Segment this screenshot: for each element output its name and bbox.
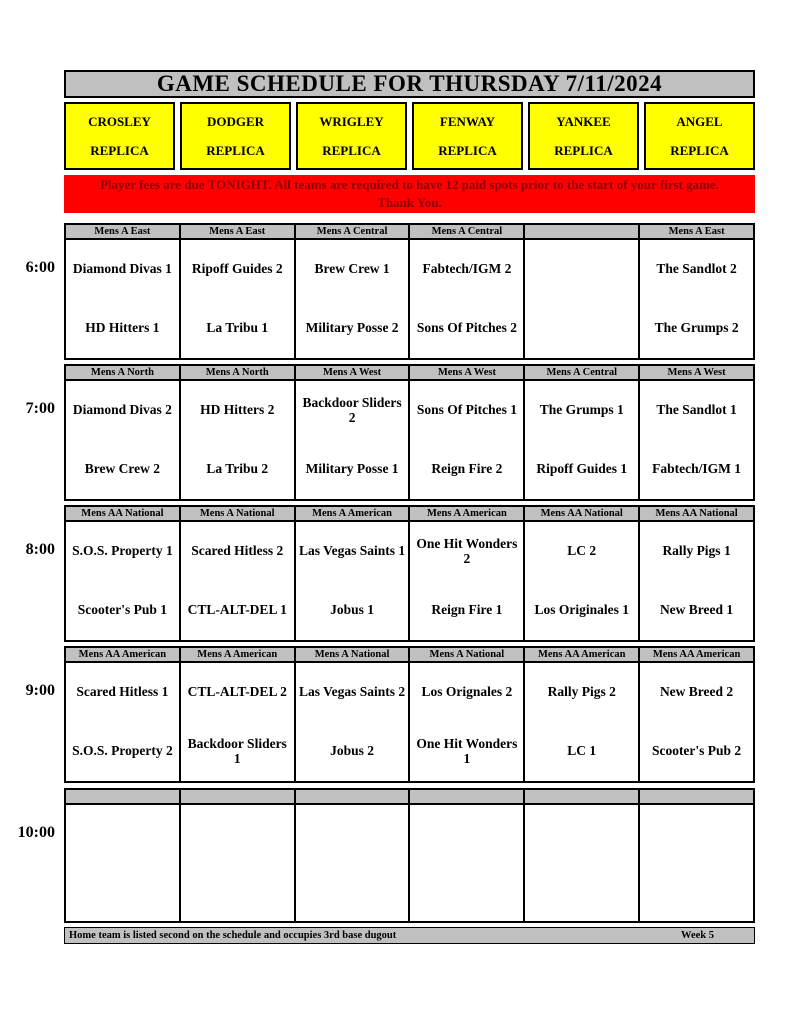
division-label: Mens A Central	[524, 365, 639, 380]
game-cell	[639, 521, 754, 641]
home-team-name: Scooter's Pub 1	[77, 602, 168, 618]
division-label	[65, 789, 180, 804]
footer-note: Home team is listed second on the schedule and occupies 3rd base dugout	[69, 930, 397, 941]
home-team-name: One Hit Wonders 1	[416, 735, 518, 766]
division-label: Mens A National	[180, 506, 295, 521]
game-cell	[180, 662, 295, 782]
away-team-name: Sons Of Pitches 1	[416, 402, 517, 418]
away-team-name: Fabtech/IGM 2	[422, 261, 512, 277]
division-label: Mens A East	[180, 224, 295, 239]
field-type: REPLICA	[670, 142, 729, 158]
game-cell	[295, 804, 410, 922]
home-team-name: Military Posse 1	[305, 461, 399, 477]
notice-line2: Thank You.	[377, 195, 442, 210]
slot-row-600	[0, 223, 755, 360]
away-team-name: S.O.S. Property 1	[72, 543, 173, 559]
away-team-name: Rally Pigs 2	[547, 684, 616, 700]
time-label-700: 7:00	[25, 400, 55, 417]
time-label-600: 6:00	[25, 259, 55, 276]
game-cell	[524, 662, 639, 782]
division-label	[295, 789, 410, 804]
slot-row-900	[0, 646, 755, 783]
field-header-row	[64, 102, 755, 170]
game-cell	[639, 239, 754, 359]
slot-row-1000	[0, 788, 755, 923]
home-team-name: Los Originales 1	[534, 602, 629, 618]
home-team-name: Military Posse 2	[305, 320, 399, 336]
division-label	[180, 789, 295, 804]
home-team-name: S.O.S. Property 2	[72, 743, 173, 759]
away-team-name: The Sandlot 1	[656, 402, 737, 418]
slot-grid-1000	[64, 788, 755, 923]
division-label: Mens A National	[409, 647, 524, 662]
slot-row-700	[0, 364, 755, 501]
game-cell	[180, 239, 295, 359]
away-team-name: One Hit Wonders 2	[416, 535, 518, 566]
division-label: Mens AA American	[639, 647, 754, 662]
slot-table-600	[64, 223, 755, 360]
away-team-name: LC 2	[567, 543, 597, 559]
field-type: REPLICA	[90, 142, 149, 158]
field-name: CROSLEY	[88, 113, 151, 129]
field-header-wrigley	[296, 102, 407, 170]
slot-table-800	[64, 505, 755, 642]
division-row	[65, 506, 754, 521]
home-team-name	[296, 863, 409, 921]
game-cell	[639, 662, 754, 782]
division-label	[524, 224, 639, 239]
game-cell	[524, 804, 639, 922]
home-team-name: La Tribu 2	[206, 461, 269, 477]
home-team-name: Reign Fire 1	[431, 602, 503, 618]
field-name: DODGER	[206, 113, 265, 129]
home-team-name: Ripoff Guides 1	[536, 461, 628, 477]
home-team-name: Sons Of Pitches 2	[416, 320, 517, 336]
game-cell	[65, 804, 180, 922]
game-cell	[295, 239, 410, 359]
division-label: Mens A North	[65, 365, 180, 380]
home-team-name: Jobus 1	[330, 602, 375, 618]
slot-table-1000	[64, 788, 755, 923]
game-row	[65, 804, 754, 922]
game-cell	[524, 239, 639, 359]
away-team-name: Diamond Divas 1	[72, 261, 172, 277]
away-team-name: Ripoff Guides 2	[191, 261, 283, 277]
home-team-name: Fabtech/IGM 1	[652, 461, 741, 477]
away-team-name: Los Orignales 2	[421, 684, 513, 700]
division-label: Mens A American	[409, 506, 524, 521]
home-team-name: Backdoor Sliders 1	[187, 735, 287, 766]
home-team-name	[640, 863, 753, 921]
division-label: Mens A East	[639, 224, 754, 239]
away-team-name: Scared Hitless 1	[76, 684, 169, 700]
game-cell	[639, 804, 754, 922]
game-cell	[295, 380, 410, 500]
slot-grid-600	[64, 223, 755, 360]
division-row	[65, 789, 754, 804]
home-team-name: Brew Crew 2	[84, 461, 161, 477]
field-type: REPLICA	[554, 142, 613, 158]
division-label	[639, 789, 754, 804]
slot-grid-800	[64, 505, 755, 642]
division-label: Mens AA American	[524, 647, 639, 662]
home-team-name	[525, 863, 638, 921]
game-cell	[409, 521, 524, 641]
away-team-name	[525, 805, 638, 863]
division-label: Mens AA American	[65, 647, 180, 662]
game-row	[65, 380, 754, 500]
division-row	[65, 224, 754, 239]
division-label: Mens AA National	[65, 506, 180, 521]
away-team-name	[296, 805, 409, 863]
away-team-name: Las Vegas Saints 1	[298, 543, 406, 559]
notice-line1: Player fees are due TONIGHT. All teams are required to have 12 paid spots prior to the start of your first game.	[99, 177, 720, 193]
away-team-name: Las Vegas Saints 2	[298, 684, 406, 700]
game-cell	[409, 239, 524, 359]
division-label: Mens A American	[295, 506, 410, 521]
division-label	[409, 789, 524, 804]
slot-table-700	[64, 364, 755, 501]
away-team-name	[181, 805, 294, 863]
away-team-name: Brew Crew 1	[314, 261, 390, 277]
field-header-yankee	[528, 102, 639, 170]
home-team-name: CTL-ALT-DEL 1	[187, 602, 287, 618]
time-label-1000: 10:00	[17, 824, 55, 841]
game-cell	[65, 239, 180, 359]
game-cell	[524, 380, 639, 500]
field-header-fenway	[412, 102, 523, 170]
game-cell	[409, 804, 524, 922]
away-team-name: Rally Pigs 1	[662, 543, 731, 559]
away-team-name: The Sandlot 2	[656, 261, 737, 277]
away-team-name: New Breed 2	[659, 684, 734, 700]
away-team-name: Scared Hitless 2	[191, 543, 284, 559]
slot-grid-900	[64, 646, 755, 783]
game-cell	[409, 662, 524, 782]
division-label: Mens A West	[639, 365, 754, 380]
time-label-900: 9:00	[25, 682, 55, 699]
home-team-name	[181, 863, 294, 921]
slot-row-800	[0, 505, 755, 642]
game-cell	[295, 662, 410, 782]
division-row	[65, 365, 754, 380]
field-type: REPLICA	[438, 142, 497, 158]
game-cell	[524, 521, 639, 641]
game-cell	[65, 662, 180, 782]
game-row	[65, 521, 754, 641]
home-team-name	[525, 299, 638, 358]
division-label: Mens A East	[65, 224, 180, 239]
field-name: ANGEL	[676, 113, 723, 129]
away-team-name: The Grumps 1	[539, 402, 624, 418]
home-team-name: Jobus 2	[330, 743, 375, 759]
field-name: FENWAY	[439, 113, 496, 129]
notice-banner	[64, 175, 755, 213]
slot-grid-700	[64, 364, 755, 501]
game-row	[65, 239, 754, 359]
away-team-name: HD Hitters 2	[200, 402, 275, 418]
field-type: REPLICA	[206, 142, 265, 158]
home-team-name: HD Hitters 1	[85, 320, 160, 336]
field-name: WRIGLEY	[319, 113, 384, 129]
home-team-name	[410, 863, 523, 921]
home-team-name	[66, 863, 179, 921]
time-label-800: 8:00	[25, 541, 55, 558]
away-team-name: CTL-ALT-DEL 2	[187, 684, 287, 700]
away-team-name: Diamond Divas 2	[72, 402, 172, 418]
home-team-name: LC 1	[567, 743, 597, 759]
away-team-name	[640, 805, 753, 863]
division-label: Mens A West	[295, 365, 410, 380]
game-cell	[65, 380, 180, 500]
slot-table-900	[64, 646, 755, 783]
division-label	[524, 789, 639, 804]
division-label: Mens A Central	[295, 224, 410, 239]
home-team-name: Reign Fire 2	[431, 461, 503, 477]
division-label: Mens A American	[180, 647, 295, 662]
division-label: Mens A North	[180, 365, 295, 380]
division-row	[65, 647, 754, 662]
field-header-crosley	[64, 102, 175, 170]
field-header-angel	[644, 102, 755, 170]
home-team-name: Scooter's Pub 2	[651, 743, 742, 759]
away-team-name	[410, 805, 523, 863]
footer-bar	[64, 927, 755, 944]
field-header-dodger	[180, 102, 291, 170]
game-cell	[409, 380, 524, 500]
division-label: Mens AA National	[524, 506, 639, 521]
week-label: Week 5	[681, 930, 714, 941]
game-cell	[65, 521, 180, 641]
home-team-name: La Tribu 1	[206, 320, 269, 336]
division-label: Mens AA National	[639, 506, 754, 521]
home-team-name: New Breed 1	[659, 602, 734, 618]
home-team-name: The Grumps 2	[654, 320, 739, 336]
away-team-name	[525, 240, 638, 299]
away-team-name: Backdoor Sliders 2	[302, 394, 402, 425]
division-label: Mens A West	[409, 365, 524, 380]
division-label: Mens A National	[295, 647, 410, 662]
game-cell	[639, 380, 754, 500]
game-cell	[295, 521, 410, 641]
schedule-sheet	[0, 70, 755, 944]
game-cell	[180, 804, 295, 922]
division-label: Mens A Central	[409, 224, 524, 239]
game-cell	[180, 521, 295, 641]
field-name: YANKEE	[556, 113, 611, 129]
away-team-name	[66, 805, 179, 863]
page-title: GAME SCHEDULE FOR THURSDAY 7/11/2024	[64, 70, 755, 98]
field-type: REPLICA	[322, 142, 381, 158]
game-row	[65, 662, 754, 782]
game-cell	[180, 380, 295, 500]
